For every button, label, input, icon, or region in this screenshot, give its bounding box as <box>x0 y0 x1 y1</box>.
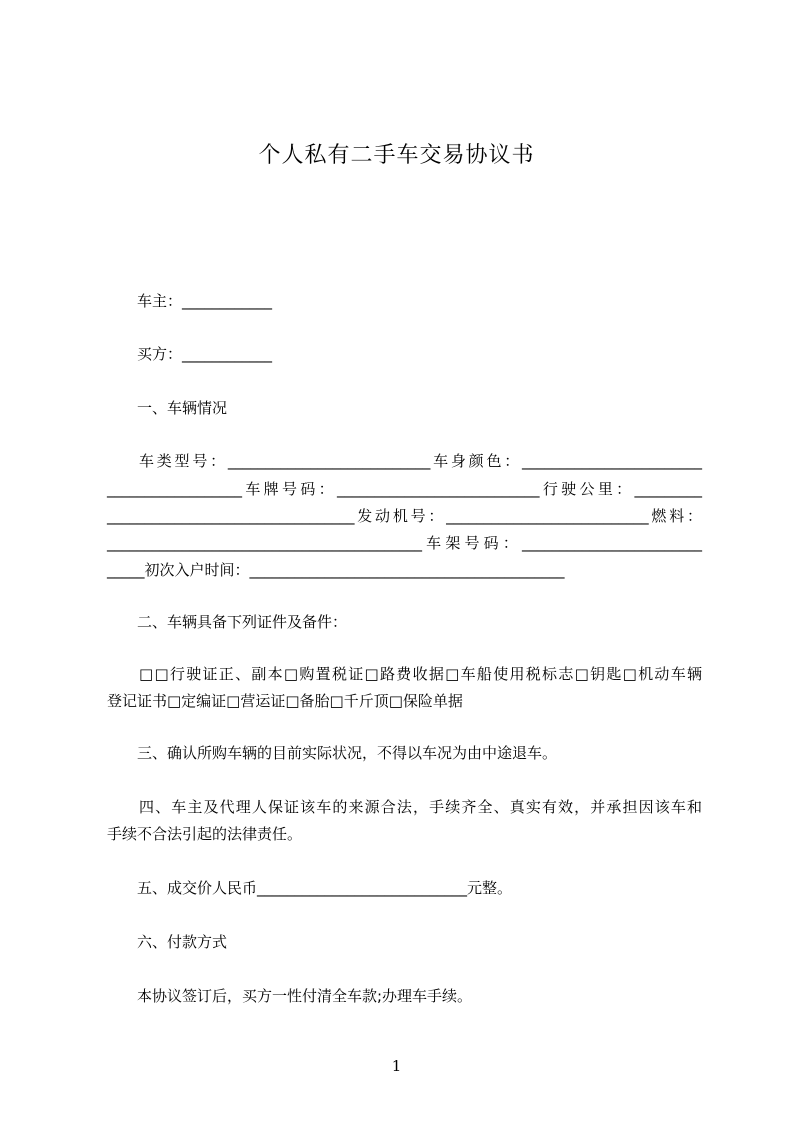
section6-text: 本协议签订后，买方一性付清全车款;办理车手续。 <box>137 987 473 1005</box>
vehicle-info-line: 车类型号：___________________________车身颜色：________________________ <box>139 452 702 470</box>
vehicle-info-line: __________________车牌号码：___________________________行驶公里：_________ <box>107 480 702 498</box>
documents-checklist-line: 登记证书□定编证□营运证□备胎□千斤顶□保险单据 <box>107 692 463 710</box>
section4-line: 手续不合法引起的法律责任。 <box>107 825 303 843</box>
section6-heading: 六、付款方式 <box>137 933 228 951</box>
vehicle-info-line: _____初次入户时间：__________________________________________ <box>107 561 565 579</box>
page-number: 1 <box>391 1057 402 1075</box>
section4-line: 四、车主及代理人保证该车的来源合法，手续齐全、真实有效，并承担因该车和 <box>139 798 702 816</box>
buyer-field: 买方：____________ <box>137 345 273 363</box>
section2-heading: 二、车辆具备下列证件及备件： <box>137 613 348 631</box>
section3-text: 三、确认所购车辆的目前实际状况，不得以车况为由中途退车。 <box>137 744 558 762</box>
vehicle-info-line: __________________________________________车架号码：________________________ <box>107 534 702 552</box>
documents-checklist-line: □□行驶证正、副本□购置税证□路费收据□车船使用税标志□钥匙□机动车辆 <box>139 665 702 683</box>
section5-text: 五、成交价人民币____________________________元整。 <box>137 879 513 897</box>
vehicle-info-line: _________________________________发动机号：___________________________燃料： <box>107 507 702 525</box>
document-title: 个人私有二手车交易协议书 <box>258 143 535 168</box>
section1-heading: 一、车辆情况 <box>137 399 228 417</box>
owner-field: 车主：____________ <box>137 292 273 310</box>
